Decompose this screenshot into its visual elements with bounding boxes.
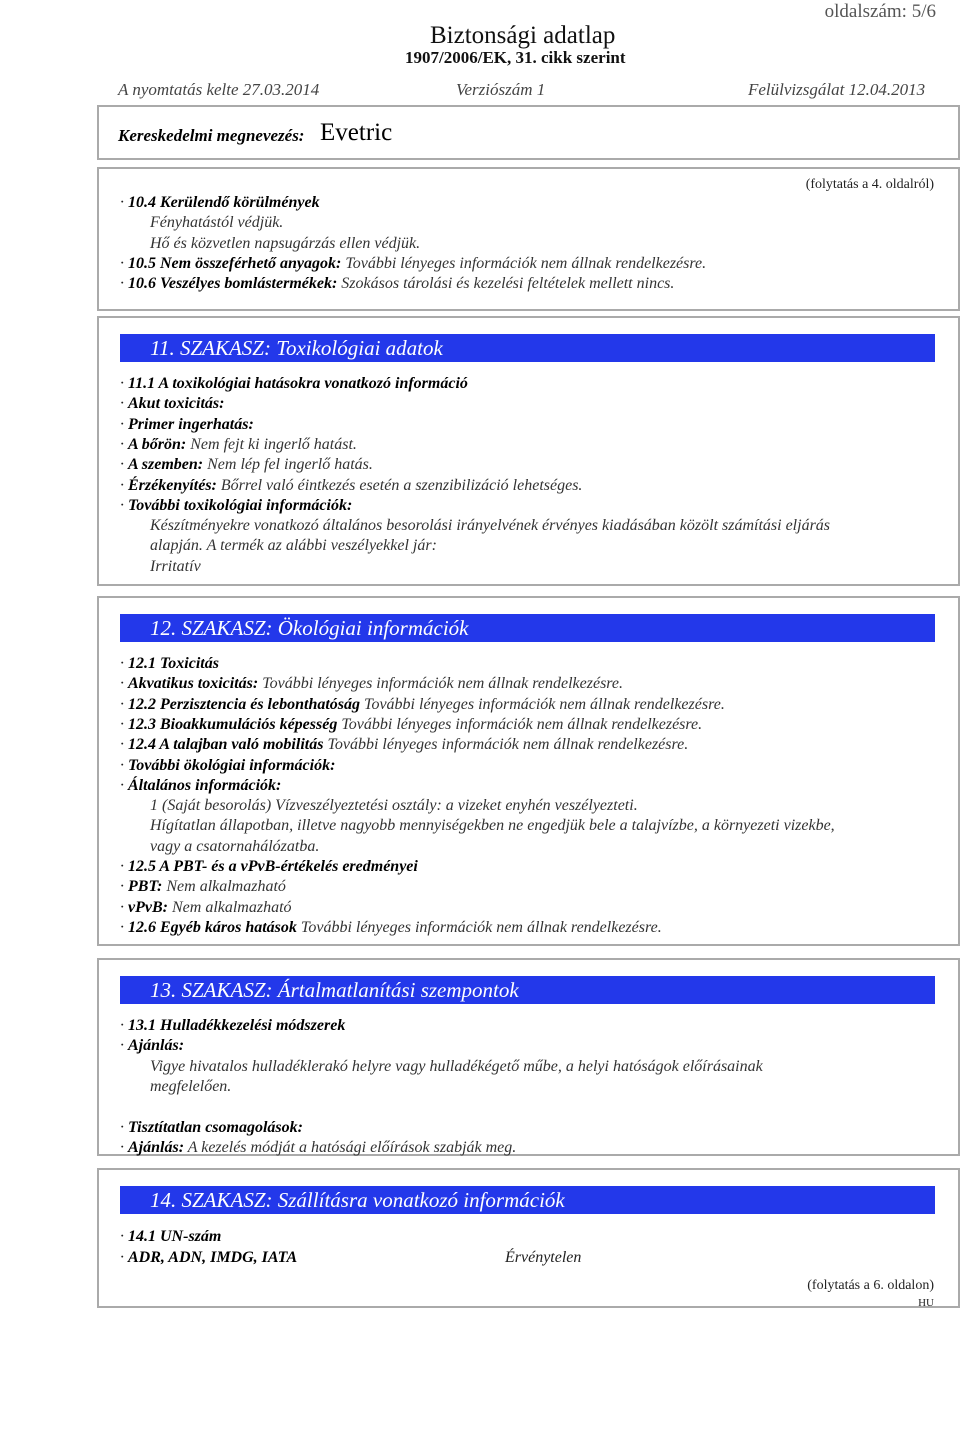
adr-row: · ADR, ADN, IMDG, IATA <box>120 1249 298 1266</box>
continued-to-note: (folytatás a 6. oldalon) <box>807 1278 934 1293</box>
section-13-line <box>150 1057 763 1077</box>
section-12-line-text: További lényeges információk nem állnak rendelkezésre. <box>337 715 703 733</box>
section-10-line: · 10.5 Nem összeférhető anyagok: További lényeges információk nem állnak rendelkezésre. <box>120 254 707 272</box>
section-10-line-text: További lényeges információk nem állnak rendelkezésre. <box>341 254 707 272</box>
section-12-line: · 12.5 A PBT- és a vPvB-értékelés eredményei <box>120 858 418 875</box>
section-13-line-label: Tisztítatlan csomagolások: <box>128 1118 303 1136</box>
section-12-line: · PBT: Nem alkalmazható <box>120 878 286 896</box>
section-12-line-text: 1 (Saját besorolás) Vízveszélyeztetési osztály: a vizeket enyhén veszélyezteti. <box>150 797 638 815</box>
section-11-line: · További toxikológiai információk: <box>120 496 353 514</box>
section-10-line-text: Hő és közvetlen napsugárzás ellen védjük. <box>150 234 421 252</box>
section-11-line-label: Primer ingerhatás: <box>128 415 254 433</box>
section-14-heading: 14. SZAKASZ: Szállításra vonatkozó információk <box>120 1186 935 1214</box>
section-13-line: · Ajánlás: A kezelés módját a hatósági előírások szabják meg. <box>120 1138 517 1156</box>
section-11-line-label: A bőrön: <box>128 435 187 453</box>
section-13-line-label: Ajánlás: <box>128 1037 185 1055</box>
section-11-line-text: Irritatív <box>150 557 201 575</box>
section-12-line: · vPvB: Nem alkalmazható <box>120 898 292 916</box>
section-12-line-text: Hígítatlan állapotban, illetve nagyobb mennyiségekben ne engedjük bele a talajvízbe, a környezeti vizekbe, <box>150 817 835 835</box>
continued-from-note: (folytatás a 4. oldalról) <box>805 177 934 192</box>
revision-date: Felülvizsgálat 12.04.2013 <box>748 80 926 99</box>
section-12-line: · 12.4 A talajban való mobilitás További lényeges információk nem állnak rendelkezésre. <box>120 736 689 754</box>
section-14-line: · 14.1 UN-szám <box>120 1228 222 1245</box>
section-12-line-text: Nem alkalmazható <box>162 878 286 896</box>
section-14-line-label: 14.1 UN-szám <box>128 1228 222 1245</box>
section-12-line: · További ökológiai információk: <box>120 756 336 774</box>
page-number: oldalszám: 5/6 <box>824 1 936 22</box>
section-13-line-text: Vigye hivatalos hulladéklerakó helyre vagy hulladékégető műbe, a helyi hatóságok előírásainak <box>150 1057 763 1075</box>
section-12-line-label: Akvatikus toxicitás: <box>128 675 259 693</box>
section-11-heading: 11. SZAKASZ: Toxikológiai adatok <box>120 334 935 362</box>
section-10-line: · 10.6 Veszélyes bomlástermékek: Szokásos tárolási és kezelési feltételek mellett nincs. <box>120 275 675 293</box>
section-12-line-label: 12.3 Bioakkumulációs képesség <box>128 715 338 733</box>
section-12-line: · 12.2 Perzisztencia és lebonthatóság További lényeges információk nem állnak rendelkezésre. <box>120 695 725 713</box>
section-11-line-label: 11.1 A toxikológiai hatásokra vonatkozó információ <box>128 375 468 392</box>
section-13-line: · Tisztítatlan csomagolások: <box>120 1118 303 1136</box>
section-13-line <box>150 1077 231 1097</box>
section-11-line <box>150 557 201 577</box>
section-12-line: · 12.3 Bioakkumulációs képesség További lényeges információk nem állnak rendelkezésre. <box>120 715 703 733</box>
section-10-line-label: 10.6 Veszélyes bomlástermékek: <box>128 275 338 293</box>
section-12-line-label: 12.5 A PBT- és a vPvB-értékelés eredményei <box>128 858 418 875</box>
section-11-line <box>150 516 830 536</box>
language-code: HU <box>918 1297 934 1309</box>
section-10-line-text: Szokásos tárolási és kezelési feltételek mellett nincs. <box>337 275 675 293</box>
section-13-line: · Ajánlás: <box>120 1037 185 1055</box>
section-12-line-label: PBT: <box>128 878 163 896</box>
section-12-line <box>150 837 319 857</box>
section-11-line-label: Érzékenyítés: <box>128 476 217 494</box>
section-12-line-text: További lényeges információk nem állnak rendelkezésre. <box>323 736 689 754</box>
section-13-line-label: Ajánlás: <box>128 1138 185 1156</box>
adr-label: ADR, ADN, IMDG, IATA <box>128 1249 298 1266</box>
section-13-line-text: A kezelés módját a hatósági előírások szabják meg. <box>184 1138 517 1156</box>
section-12-line-label: Általános információk: <box>128 776 282 794</box>
trade-name-label: Kereskedelmi megnevezés: <box>118 126 305 145</box>
section-12-line-label: 12.4 A talajban való mobilitás <box>128 736 324 754</box>
section-11-line: · A bőrön: Nem fejt ki ingerlő hatást. <box>120 435 357 453</box>
section-12-line <box>150 816 835 836</box>
section-10-line <box>150 234 420 254</box>
section-11-line: · Érzékenyítés: Bőrrel való éintkezés esetén a szenzibilizáció lehetséges. <box>120 476 583 494</box>
print-date: A nyomtatás kelte 27.03.2014 <box>118 80 320 99</box>
section-12-line-label: További ökológiai információk: <box>128 756 336 774</box>
section-12-line: · Akvatikus toxicitás: További lényeges információk nem állnak rendelkezésre. <box>120 675 624 693</box>
section-13-heading: 13. SZAKASZ: Ártalmatlanítási szempontok <box>120 976 935 1004</box>
section-11-line <box>150 536 437 556</box>
document-subtitle: 1907/2006/EK, 31. cikk szerint <box>405 48 626 67</box>
section-10-line <box>150 213 283 233</box>
section-12-line-text: További lényeges információk nem állnak rendelkezésre. <box>360 695 725 713</box>
section-11-line-label: Akut toxicitás: <box>128 395 225 413</box>
section-11-line: · Akut toxicitás: <box>120 395 225 413</box>
section-11-line-label: További toxikológiai információk: <box>128 496 353 514</box>
document-title: Biztonsági adatlap <box>430 22 616 49</box>
section-12-line-label: vPvB: <box>128 898 168 916</box>
section-10-line-label: 10.5 Nem összeférhető anyagok: <box>128 254 342 272</box>
section-12-line: · 12.6 Egyéb káros hatások További lényeges információk nem állnak rendelkezésre. <box>120 918 662 936</box>
section-10-line: · 10.4 Kerülendő körülmények <box>120 194 320 211</box>
trade-name-value: Evetric <box>320 119 393 146</box>
section-11-line-text: alapján. A termék az alábbi veszélyekkel jár: <box>150 537 437 555</box>
section-11-line-text: Készítményekre vonatkozó általános besorolási irányelvének érvényes kiadásában közölt számítási eljárás <box>150 517 831 535</box>
section-12-line-label: 12.1 Toxicitás <box>128 655 219 672</box>
section-10-line-label: 10.4 Kerülendő körülmények <box>128 194 320 211</box>
section-12-line: · Általános információk: <box>120 776 282 794</box>
section-13-line-label: 13.1 Hulladékkezelési módszerek <box>128 1017 346 1034</box>
section-13-line-text: megfelelően. <box>150 1077 232 1095</box>
section-11-line-label: A szemben: <box>128 456 204 474</box>
adr-value: Érvénytelen <box>505 1249 582 1266</box>
section-12-line-text: vagy a csatornahálózatba. <box>150 837 320 855</box>
section-12-line-text: További lényeges információk nem állnak rendelkezésre. <box>296 918 662 936</box>
section-12-line <box>150 796 638 816</box>
section-10-line-text: Fényhatástól védjük. <box>150 214 284 232</box>
section-12-line: · 12.1 Toxicitás <box>120 655 219 672</box>
section-12-line-label: 12.6 Egyéb káros hatások <box>128 918 297 936</box>
section-11-line: · A szemben: Nem lép fel ingerlő hatás. <box>120 456 373 474</box>
section-11-line-text: Nem fejt ki ingerlő hatást. <box>186 435 357 453</box>
section-11-line-text: Nem lép fel ingerlő hatás. <box>203 456 373 474</box>
section-11-line: · Primer ingerhatás: <box>120 415 254 433</box>
version: Verziószám 1 <box>456 80 546 99</box>
section-11-line-text: Bőrrel való éintkezés esetén a szenzibilizáció lehetséges. <box>216 476 583 494</box>
section-12-line-text: További lényeges információk nem állnak rendelkezésre. <box>258 675 624 693</box>
section-13-line: · 13.1 Hulladékkezelési módszerek <box>120 1017 346 1034</box>
section-12-line-text: Nem alkalmazható <box>167 898 292 916</box>
section-12-heading: 12. SZAKASZ: Ökológiai információk <box>120 614 935 642</box>
section-12-line-label: 12.2 Perzisztencia és lebonthatóság <box>128 695 361 713</box>
section-11-line: · 11.1 A toxikológiai hatásokra vonatkozó információ <box>120 375 468 392</box>
